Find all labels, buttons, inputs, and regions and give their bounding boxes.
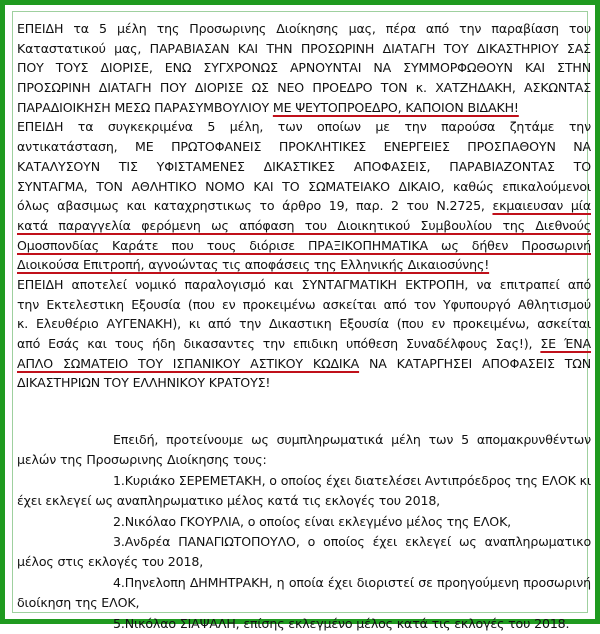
text-line	[17, 236, 591, 256]
line-text: αντικατάσταση, ΜΕ ΠΡΩΤΟΦΑΝΕΙΣ ΠΡΟΚΛΗΤΙΚΕΣ ΕΝΕΡΓΕΙΕΣ ΠΡΟΣΠΑΘΟΥΝ ΝΑ	[17, 139, 591, 155]
text-line	[17, 314, 591, 334]
underlined-emphasis: Ομοσπονδίας Καράτε που τους διόρισε ΠΡΑΞΙΚΟΠΗΜΑΤΙΚΑ ως δήθεν Προσωρινή	[17, 237, 591, 253]
line-text: ΕΠΕΙΔΗ τα συγκεκριμένα 5 μέλη, των οποίων με την παρούσα ζητάμε την	[17, 119, 591, 135]
line-text: ΠΑΡΑΔΙΟΙΚΗΣΗ ΜΕΣΩ ΠΑΡΑΣΥΜΒΟΥΛΙΟΥ	[17, 99, 273, 115]
text-line	[17, 98, 591, 118]
line-text: Καταστατικού μας, ΠΑΡΑΒΙΑΣΑΝ ΚΑΙ ΤΗΝ ΠΡΟΣΩΡΙΝΗ ΔΙΑΤΑΓΗ ΤΟΥ ΔΙΚΑΣΤΗΡΙΟΥ ΣΑΣ	[17, 40, 591, 56]
underlined-emphasis: ΑΠΛΟ ΣΩΜΑΤΕΙΟ ΤΟΥ ΙΣΠΑΝΙΚΟΥ ΑΣΤΙΚΟΥ ΚΩΔΙΚΑ	[17, 355, 360, 371]
text-line	[17, 255, 591, 275]
line-text: μελών της Προσωρινης Διοίκησης τους:	[17, 452, 267, 468]
text-line	[17, 334, 591, 354]
line-text: ΔΙΚΑΣΤΗΡΙΩΝ ΤΟΥ ΕΛΛΗΝΙΚΟΥ ΚΡΑΤΟΥΣ!	[17, 375, 271, 391]
line-text: 1.Κυριάκο ΣΕΡΕΜΕΤΑΚΗ, ο οποίος έχει διατελέσει Αντιπρόεδρος της ΕΛΟΚ κι	[113, 472, 591, 488]
underlined-emphasis: ΣΕ ΈΝΑ	[540, 336, 592, 351]
text-line	[17, 373, 591, 393]
proposed-member-line	[17, 471, 591, 491]
line-text: διοίκηση της ΕΛΟΚ,	[17, 595, 140, 611]
underlined-emphasis: Διοικούσα Επιτροπή, αγνοώντας τις αποφάσεις της Ελληνικής Δικαιοσύνης!	[17, 257, 490, 273]
line-text: 5.Νικόλαο ΣΙΑΨΑΛΗ, επίσης εκλεγμένο μέλος κατά τις εκλογές του 2018.	[113, 615, 570, 631]
line-text: ΕΠΕΙΔΗ αποτελεί νομικό παραλογισμό και ΣΥΝΤΑΓΜΑΤΙΚΗ ΕΚΤΡΟΠΗ, να επιτραπεί από	[17, 276, 591, 292]
proposed-member-line	[17, 552, 591, 572]
section-gap	[17, 393, 591, 430]
text-line	[17, 137, 591, 157]
line-text: κ. Ελευθέριο ΑΥΓΕΝΑΚΗ), κι από την Δικαστικη Εξουσία (που εν προκειμένω, ασκείται	[17, 316, 591, 332]
text-line	[17, 177, 591, 197]
line-text: ΚΑΤΑΛΥΣΟΥΝ ΤΙΣ ΥΦΙΣΤΑΜΕΝΕΣ ΔΙΚΑΣΤΙΚΕΣ ΑΠΟΦΑΣΕΙΣ, ΠΑΡΑΒΙΑΖΟΝΤΑΣ ΤΟ	[17, 158, 591, 174]
text-line	[17, 19, 591, 39]
underlined-emphasis: ΜΕ ΨΕΥΤΟΠΡΟΕΔΡΟ, ΚΑΠΟΙΟΝ ΒΙΔΑΚΗ!	[272, 99, 519, 115]
line-text: ΣΥΝΤΑΓΜΑ, ΤΟΝ ΑΘΛΗΤΙΚΟ ΝΟΜΟ ΚΑΙ ΤΟ ΣΩΜΑΤΕΙΑΚΟ ΔΙΚΑΙΟ, καθώς επικαλούμενοι	[17, 178, 591, 194]
text-line	[17, 58, 591, 78]
line-text: 2.Νικόλαο ΓΚΟΥΡΛΙΑ, ο οποίος είναι εκλεγμένο μέλος της ΕΛΟΚ,	[113, 513, 512, 529]
line-text: ΝΑ ΚΑΤΑΡΓΗΣΕΙ ΑΠΟΦΑΣΕΙΣ ΤΩΝ	[359, 355, 591, 371]
document-body	[17, 19, 591, 634]
text-line	[17, 275, 591, 295]
proposed-member-line	[17, 512, 591, 532]
section-complaints	[17, 19, 591, 393]
line-text: έχει εκλεγεί ως αναπληρωματικο μέλος κατά τις εκλογές του 2018,	[17, 493, 441, 509]
line-text: μέλος στις εκλογές του 2018,	[17, 554, 204, 570]
line-text: όλως αβασιμως και καταχρηστικως το άρθρο 19, παρ. 2 του Ν.2725,	[17, 198, 493, 214]
text-line	[17, 196, 591, 216]
proposed-member-line	[17, 593, 591, 613]
text-line	[17, 78, 591, 98]
intro-line	[17, 450, 591, 470]
proposed-member-line	[17, 491, 591, 511]
line-text: 3.Ανδρέα ΠΑΝΑΓΙΩΤΟΠΟΥΛΟ, ο οποίος έχει εκλεγεί ως αναπληρωματικο	[113, 534, 591, 550]
proposed-member-line	[17, 532, 591, 552]
line-text: από Εσάς και τους ήδη δικασαντες την επιδικη υπόθεση Συναδέλφους Σας!),	[17, 336, 541, 351]
intro-line	[17, 430, 591, 450]
underlined-emphasis: κατά παραγγελία φερόμενη ως απόφαση του Διοικητικού Συμβουλίου της Διεθνούς	[17, 217, 591, 233]
line-text: ΠΟΥ ΤΟΥΣ ΔΙΟΡΙΣΕ, ΕΝΩ ΣΥΓΧΡΟΝΩΣ ΑΡΝΟΥΝΤΑΙ ΝΑ ΣΥΜΜΟΡΦΩΘΟΥΝ ΚΑΙ ΣΤΗΝ	[17, 60, 591, 76]
line-text: την Εκτελεστικη Εξουσία (που εν προκειμένω ασκείται από τον Υφυπουργό Αθλητισμού	[17, 296, 591, 312]
line-text: 4.Πηνελοπη ΔΗΜΗΤΡΑΚΗ, η οποία έχει διοριστεί σε προηγούμενη προσωρινή	[113, 574, 591, 590]
line-text: ΕΠΕΙΔΗ τα 5 μέλη της Προσωρινης Διοίκησης μας, πέρα από την παραβίαση του	[17, 21, 591, 36]
text-line	[17, 39, 591, 59]
section-proposed-members	[17, 430, 591, 634]
text-line	[17, 216, 591, 236]
text-line	[17, 295, 591, 315]
line-text: ΠΡΟΣΩΡΙΝΗ ΔΙΑΤΑΓΗ ΠΟΥ ΔΙΟΡΙΣΕ ΩΣ ΝΕΟ ΠΡΟΕΔΡΟ ΤΟΝ κ. ΧΑΤΖΗΔΑΚΗ, ΑΣΚΩΝΤΑΣ	[17, 80, 591, 96]
underlined-emphasis: εκμαιευσαν μία	[492, 198, 591, 214]
line-text: Επειδή, προτείνουμε ως συμπληρωματικά μέλη των 5 απομακρυνθέντων	[113, 432, 591, 448]
text-line	[17, 157, 591, 177]
proposed-member-line	[17, 573, 591, 593]
text-line	[17, 354, 591, 374]
text-line	[17, 117, 591, 137]
